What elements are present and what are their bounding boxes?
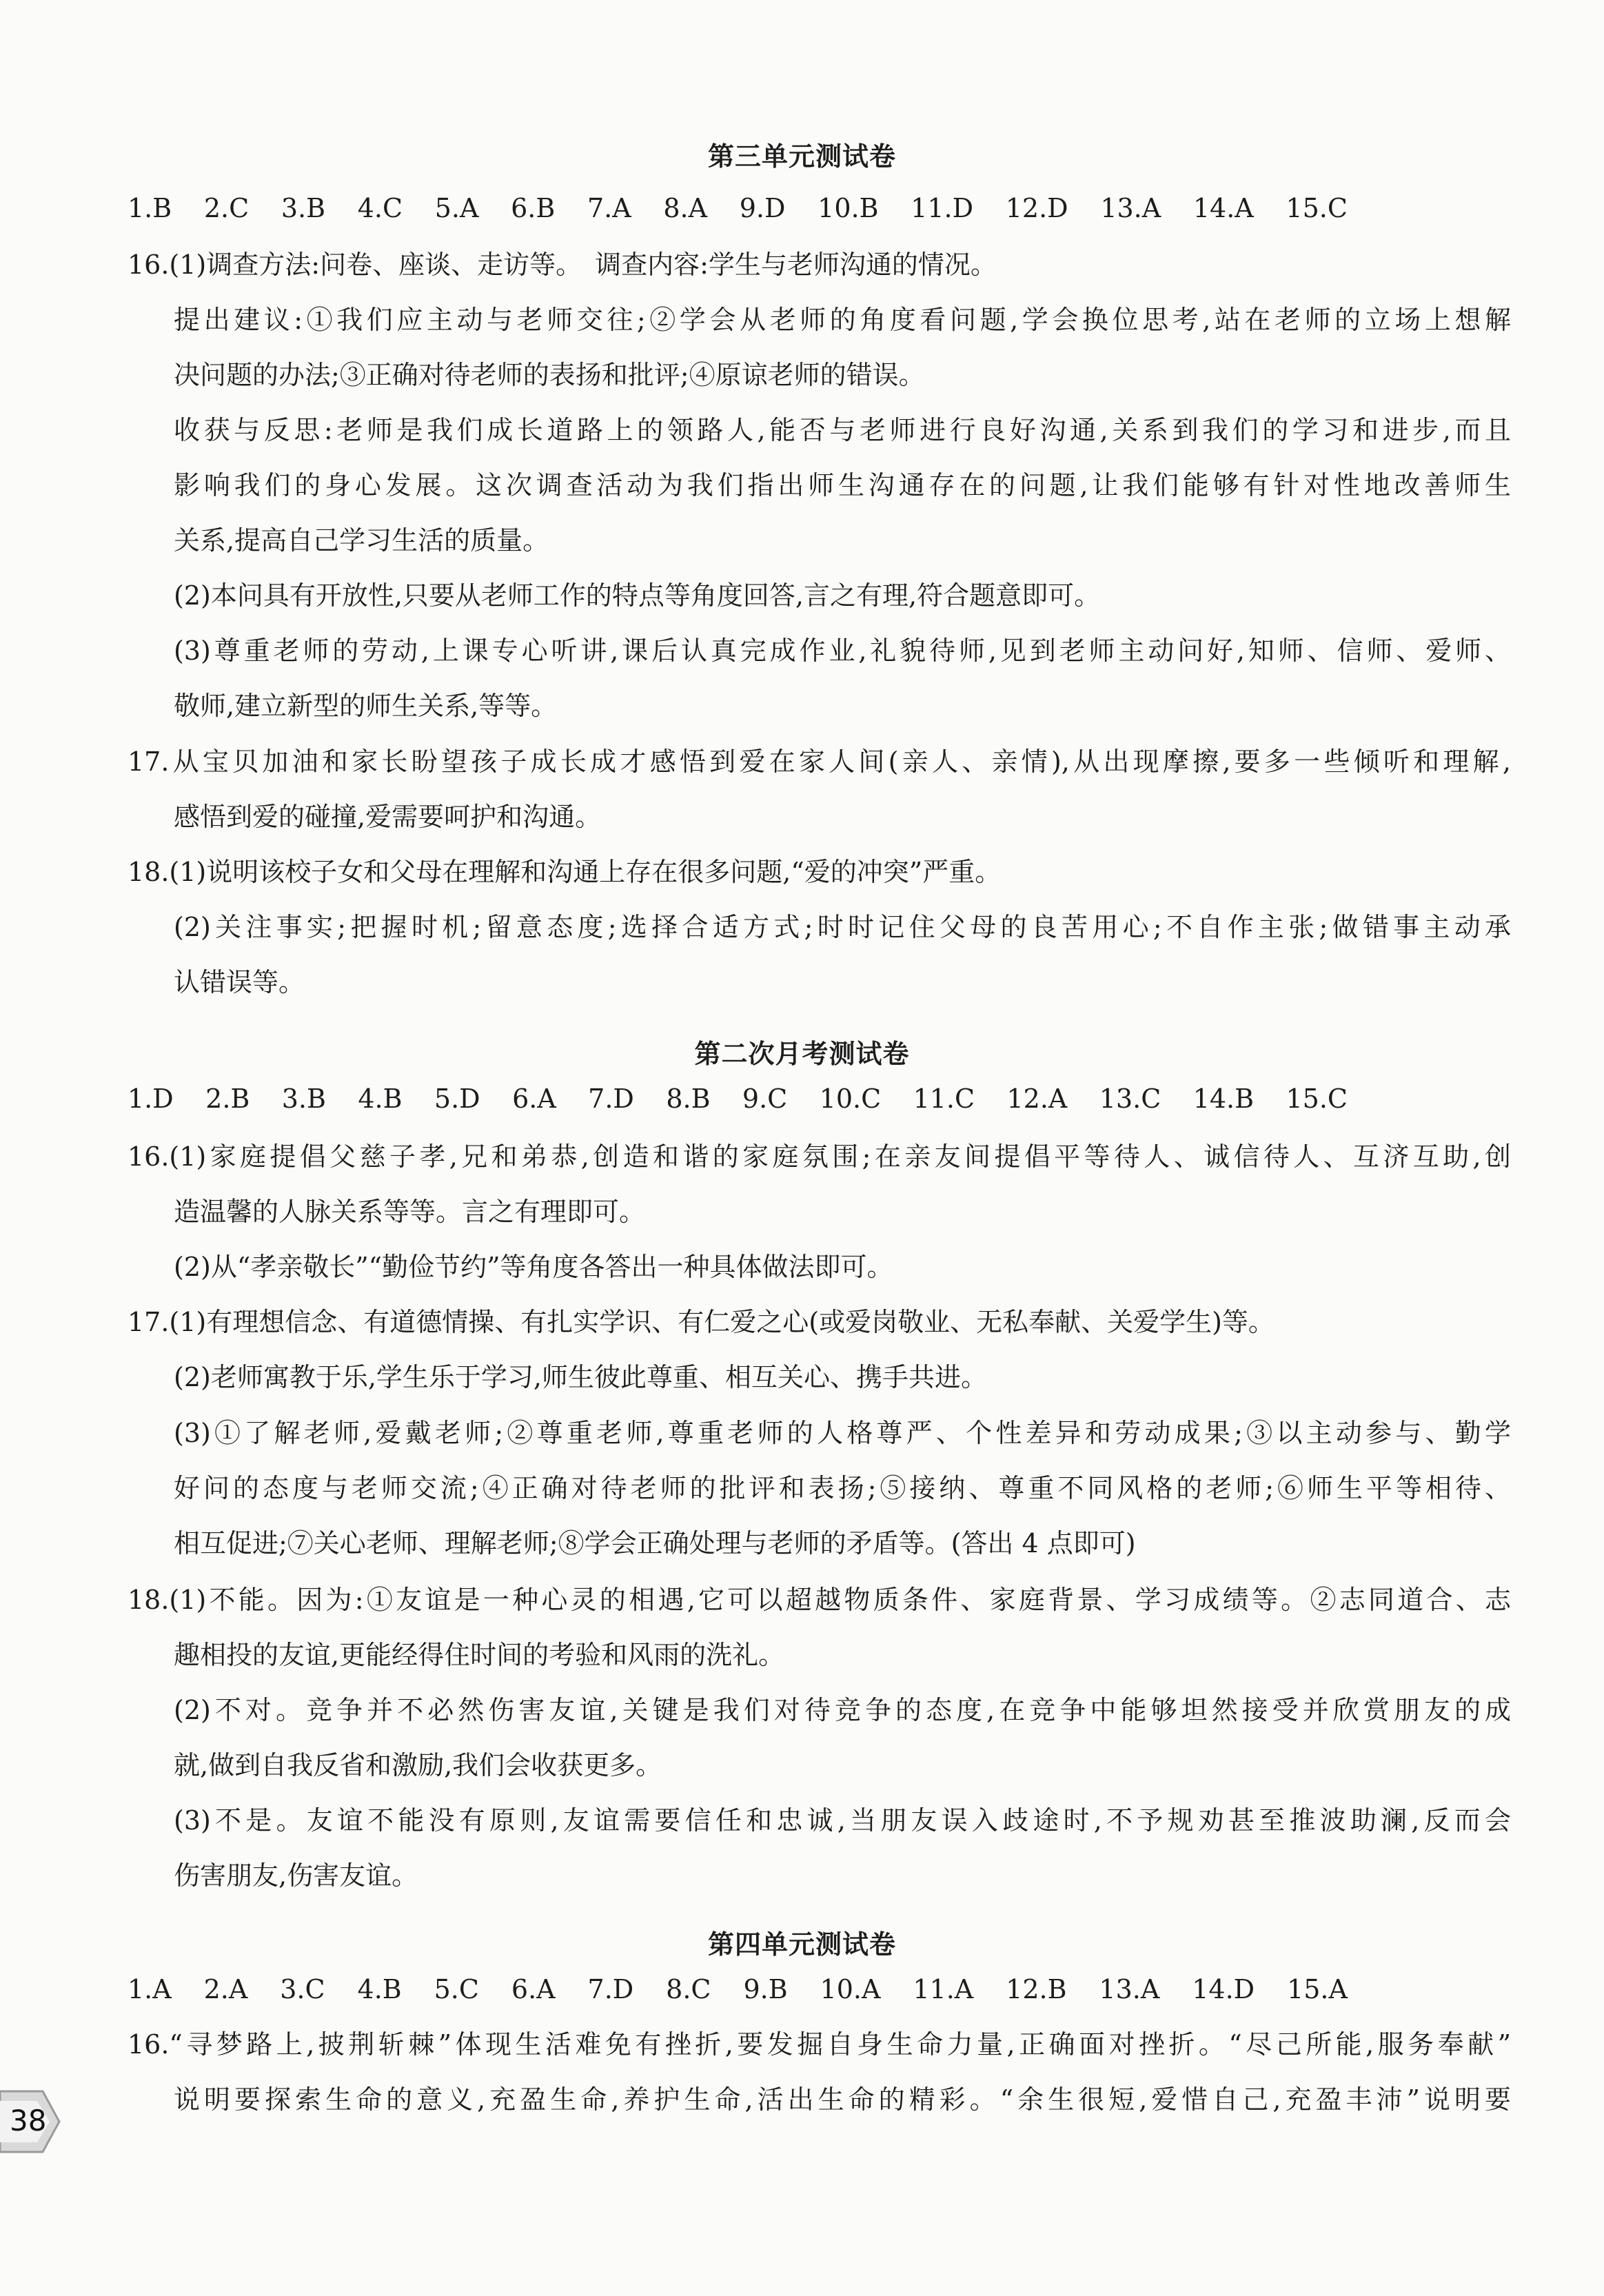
page-number: 38 (10, 2104, 47, 2137)
answer-line: 17.从宝贝加油和家长盼望孩子成长成才感悟到爱在家人间(亲人、亲情),从出现摩擦,要多一些倾听和理解, (128, 746, 1511, 777)
section-title: 第三单元测试卷 (707, 141, 896, 172)
mc-answer: 12.B (1006, 1974, 1067, 2004)
mc-answer: 13.A (1100, 193, 1161, 223)
answer-line: (2)老师寓教于乐,学生乐于学习,师生彼此尊重、相互关心、携手共进。 (174, 1362, 987, 1392)
answer-line: 18.(1)不能。因为:①友谊是一种心灵的相遇,它可以超越物质条件、家庭背景、学习成绩等。②志同道合、志 (128, 1585, 1511, 1615)
mc-answer: 1.B (128, 193, 172, 223)
mc-answer: 15.C (1286, 193, 1348, 223)
mc-answer-row (128, 1973, 1348, 2006)
mc-answer: 3.B (281, 1084, 326, 1114)
section-title: 第四单元测试卷 (707, 1929, 896, 1960)
mc-answer: 5.A (434, 193, 479, 223)
answer-line: 敬师,建立新型的师生关系,等等。 (174, 691, 558, 721)
mc-answer: 9.C (742, 1084, 788, 1114)
answer-line: 认错误等。 (174, 967, 305, 997)
answer-line: 16.“寻梦路上,披荆斩棘”体现生活难免有挫折,要发掘自身生命力量,正确面对挫折。“尽己所能,服务奉献” (128, 2029, 1511, 2060)
mc-answer: 5.C (434, 1974, 479, 2004)
mc-answer: 10.A (820, 1974, 881, 2004)
mc-answer: 15.A (1287, 1974, 1348, 2004)
mc-answer: 6.B (511, 193, 556, 223)
mc-answer-row (128, 1082, 1348, 1115)
answer-line: 就,做到自我反省和激励,我们会收获更多。 (174, 1750, 662, 1780)
mc-answer: 11.A (913, 1974, 974, 2004)
mc-answer: 4.C (357, 193, 403, 223)
mc-answer: 11.D (911, 193, 974, 223)
answer-line: (2)本问具有开放性,只要从老师工作的特点等角度回答,言之有理,符合题意即可。 (174, 580, 1101, 611)
answer-line: (3)不是。友谊不能没有原则,友谊需要信任和忠诚,当朋友误入歧途时,不予规劝甚至推波助澜,反而会 (174, 1805, 1511, 1836)
answer-line: 决问题的办法;③正确对待老师的表扬和批评;④原谅老师的错误。 (174, 360, 925, 390)
answer-line: 关系,提高自己学习生活的质量。 (174, 525, 549, 556)
answer-line: 造温馨的人脉关系等等。言之有理即可。 (174, 1197, 646, 1227)
mc-answer: 1.A (128, 1974, 172, 2004)
mc-answer: 8.B (666, 1084, 711, 1114)
answer-line: 好问的态度与老师交流;④正确对待老师的批评和表扬;⑤接纳、尊重不同风格的老师;⑥师生平等相待、 (174, 1473, 1511, 1503)
mc-answer: 7.D (587, 1974, 634, 2004)
mc-answer: 14.D (1192, 1974, 1255, 2004)
mc-answer: 1.D (128, 1084, 174, 1114)
mc-answer: 6.A (511, 1974, 556, 2004)
mc-answer: 5.D (434, 1084, 480, 1114)
mc-answer: 14.A (1192, 193, 1254, 223)
section-title: 第二次月考测试卷 (694, 1039, 910, 1069)
answer-line: 趣相投的友谊,更能经得住时间的考验和风雨的洗礼。 (174, 1640, 785, 1670)
mc-answer-row (128, 192, 1348, 225)
mc-answer: 12.A (1006, 1084, 1068, 1114)
mc-answer: 10.B (818, 193, 879, 223)
answer-line: (3)①了解老师,爱戴老师;②尊重老师,尊重老师的人格尊严、个性差异和劳动成果;③以主动参与、勤学 (174, 1418, 1511, 1448)
answer-line: (3)尊重老师的劳动,上课专心听讲,课后认真完成作业,礼貌待师,见到老师主动问好,知师、信师、爱师、 (174, 636, 1511, 666)
answer-line: 影响我们的身心发展。这次调查活动为我们指出师生沟通存在的问题,让我们能够有针对性地改善师生 (174, 470, 1511, 500)
mc-answer: 2.B (205, 1084, 250, 1114)
mc-answer: 4.B (357, 1974, 402, 2004)
answer-line: (2)不对。竞争并不必然伤害友谊,关键是我们对待竞争的态度,在竞争中能够坦然接受并欣赏朋友的成 (174, 1695, 1511, 1725)
answer-line: (2)从“孝亲敬长”“勤俭节约”等角度各答出一种具体做法即可。 (174, 1252, 893, 1282)
answer-line: 收获与反思:老师是我们成长道路上的领路人,能否与老师进行良好沟通,关系到我们的学习和进步,而且 (174, 415, 1511, 445)
answer-line: 17.(1)有理想信念、有道德情操、有扎实学识、有仁爱之心(或爱岗敬业、无私奉献、关爱学生)等。 (128, 1307, 1275, 1337)
mc-answer: 6.A (512, 1084, 556, 1114)
mc-answer: 8.C (666, 1974, 711, 2004)
answer-line: 感悟到爱的碰撞,爱需要呵护和沟通。 (174, 802, 602, 832)
mc-answer: 14.B (1192, 1084, 1255, 1114)
mc-answer: 3.C (280, 1974, 325, 2004)
mc-answer: 9.B (743, 1974, 788, 2004)
mc-answer: 12.D (1005, 193, 1068, 223)
mc-answer: 7.A (587, 193, 631, 223)
mc-answer: 2.C (203, 193, 250, 223)
mc-answer: 13.A (1099, 1974, 1160, 2004)
answer-line: (2)关注事实;把握时机;留意态度;选择合适方式;时时记住父母的良苦用心;不自作主张;做错事主动承 (174, 912, 1511, 942)
mc-answer: 9.D (739, 193, 786, 223)
mc-answer: 10.C (819, 1084, 882, 1114)
mc-answer: 7.D (588, 1084, 634, 1114)
answer-line: 说明要探索生命的意义,充盈生命,养护生命,活出生命的精彩。“余生很短,爱惜自己,充盈丰沛”说明要 (174, 2084, 1511, 2115)
answer-line: 16.(1)家庭提倡父慈子孝,兄和弟恭,创造和谐的家庭氛围;在亲友间提倡平等待人、诚信待人、互济互助,创 (128, 1141, 1511, 1172)
mc-answer: 8.A (663, 193, 708, 223)
answer-line: 提出建议:①我们应主动与老师交往;②学会从老师的角度看问题,学会换位思考,站在老师的立场上想解 (174, 305, 1511, 335)
mc-answer: 2.A (203, 1974, 248, 2004)
answer-line: 伤害朋友,伤害友谊。 (174, 1860, 418, 1891)
answer-line: 相互促进;⑦关心老师、理解老师;⑧学会正确处理与老师的矛盾等。(答出 4 点即可) (174, 1528, 1136, 1558)
mc-answer: 13.C (1099, 1084, 1161, 1114)
mc-answer: 3.B (281, 193, 326, 223)
mc-answer: 15.C (1286, 1084, 1348, 1114)
answer-line: 18.(1)说明该校子女和父母在理解和沟通上存在很多问题,“爱的冲突”严重。 (128, 857, 1002, 887)
answer-line: 16.(1)调查方法:问卷、座谈、走访等。 调查内容:学生与老师沟通的情况。 (128, 250, 997, 280)
mc-answer: 11.C (913, 1084, 975, 1114)
mc-answer: 4.B (358, 1084, 403, 1114)
